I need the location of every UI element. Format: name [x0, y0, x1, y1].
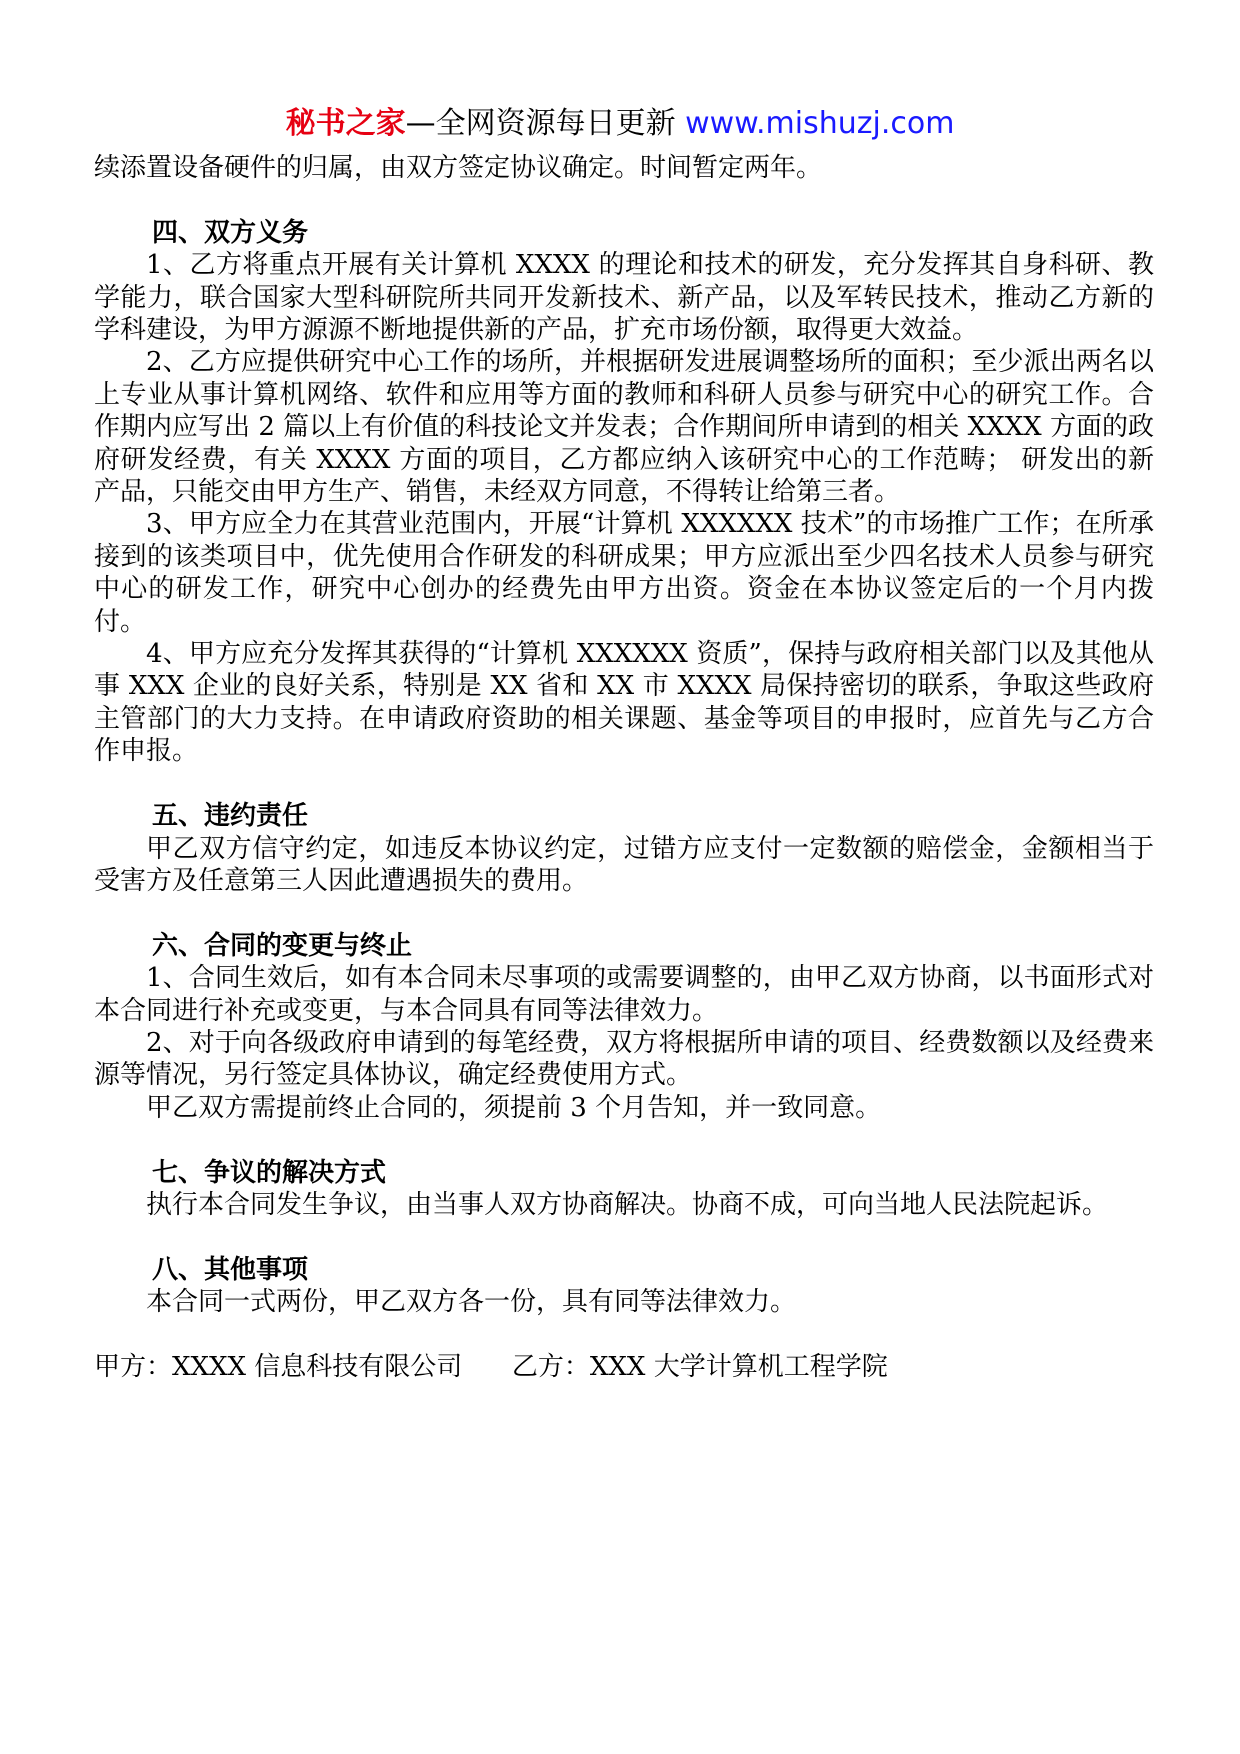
site-slogan: —全网资源每日更新: [405, 106, 686, 141]
paragraph: 本合同一式两份，甲乙双方各一份，具有同等法律效力。: [146, 1287, 797, 1318]
signature-line: [94, 1351, 1154, 1383]
paragraph: 甲乙双方需提前终止合同的，须提前 3 个月告知，并一致同意。: [146, 1092, 882, 1123]
section-obligations: [94, 217, 1154, 768]
paragraph: 4、甲方应充分发挥其获得的“计算机 XXXXXX 资质”，保持与政府相关部门以及其他从事 XXX 企业的良好关系，特别是 XX 省和 XX 市 XXXX 局保持密切的联系，争取这些政府主管部门的大力支持。在申请政府资助的相关课题、基金等项目的申报时，应首先与乙方合作申报。: [94, 639, 1154, 767]
section-title: 八、其他事项: [152, 1254, 309, 1285]
paragraph: 甲乙双方信守约定，如违反本协议约定，过错方应支付一定数额的赔偿金，金额相当于受害方及任意第三人因此遭遇损失的费用。: [94, 833, 1154, 896]
section-dispute: [94, 1157, 1154, 1222]
paragraph: 1、合同生效后，如有本合同未尽事项的或需要调整的，由甲乙双方协商，以书面形式对本合同进行补充或变更，与本合同具有同等法律效力。: [94, 963, 1154, 1026]
section-other: [94, 1254, 1154, 1319]
section-title: 六、合同的变更与终止: [152, 930, 413, 961]
section-change-termination: [94, 930, 1154, 1124]
section-title: 五、违约责任: [152, 801, 309, 832]
section-liability: [94, 800, 1154, 897]
site-brand: 秘书之家: [285, 106, 406, 141]
paragraph: 执行本合同发生争议，由当事人双方协商解决。协商不成，可向当地人民法院起诉。: [146, 1189, 1109, 1220]
section-title: 七、争议的解决方式: [152, 1157, 387, 1188]
paragraph: 2、乙方应提供研究中心工作的场所，并根据研发进展调整场所的面积；至少派出两名以上专业从事计算机网络、软件和应用等方面的教师和科研人员参与研究中心的研究工作。合作期内应写出 2 篇以上有价值的科技论文并发表；合作期间所申请到的相关 XXXX 方面的政府研发经费，有关 XXXX 方面的项目，乙方都应纳入该研究中心的工作范畴； 研发出的新产品，只能交由甲方生产、销售，未经双方同意，不得转让给第三者。: [94, 347, 1154, 508]
contract-body: [94, 152, 1154, 1383]
section-title: 四、双方义务: [152, 217, 309, 248]
party-b-signature: 乙方：XXX 大学计算机工程学院: [511, 1351, 888, 1382]
site-url-link[interactable]: www.mishuzj.com: [685, 106, 955, 141]
paragraph: 2、对于向各级政府申请到的每笔经费，双方将根据所申请的项目、经费数额以及经费来源等情况，另行签定具体协议，确定经费使用方式。: [94, 1027, 1154, 1091]
paragraph: 3、甲方应全力在其营业范围内，开展“计算机 XXXXXX 技术”的市场推广工作；在所承接到的该类项目中，优先使用合作研发的科研成果；甲方应派出至少四名技术人员参与研究中心的研发工作，研究中心创办的经费先由甲方出资。资金在本协议签定后的一个月内拨付。: [94, 509, 1154, 637]
intro-paragraph: 续添置设备硬件的归属，由双方签定协议确定。时间暂定两年。: [94, 153, 823, 183]
paragraph: 1、乙方将重点开展有关计算机 XXXX 的理论和技术的研发，充分发挥其自身科研、教学能力，联合国家大型科研院所共同开发新技术、新产品，以及军转民技术，推动乙方新的学科建设，为甲方源源不断地提供新的产品，扩充市场份额，取得更大效益。: [94, 250, 1154, 346]
party-a-signature: 甲方：XXXX 信息科技有限公司: [94, 1351, 463, 1382]
site-header: [0, 104, 1240, 144]
